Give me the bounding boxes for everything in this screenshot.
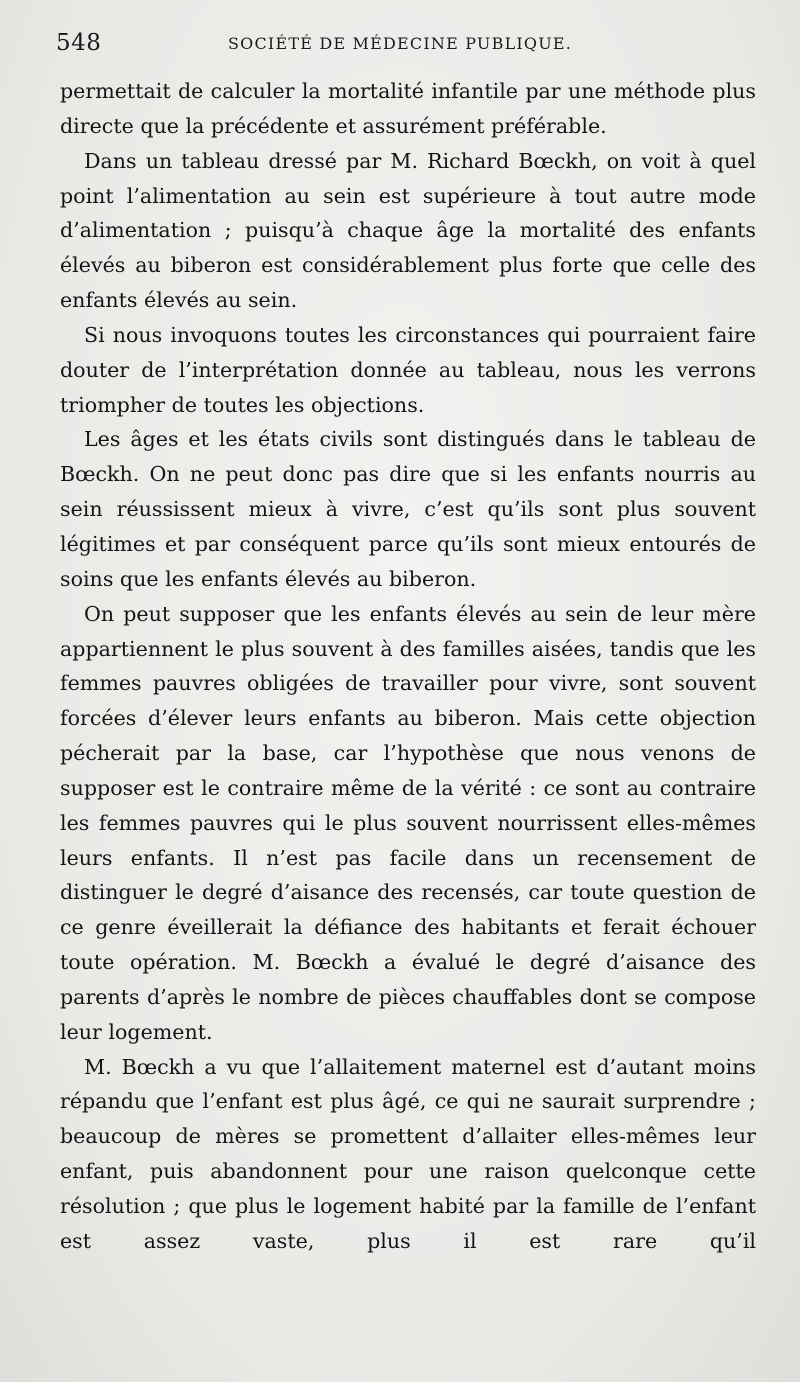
paragraph: Les âges et les états civils sont distingués dans le tableau de Bœckh. On ne peut donc pas dire que si les enfants nourris au sein réussissent mieux à vivre, c’est qu’ils sont plus souvent légitimes et par conséquent parce qu’ils sont mieux entourés de soins que les enfants élevés au biberon. (60, 427, 756, 591)
paragraph-continuation: permettait de calculer la mortalité infantile par une méthode plus directe que la précédente et assurément préférable. (60, 79, 756, 138)
paragraph: M. Bœckh a vu que l’allaitement maternel est d’autant moins répandu que l’enfant est plus âgé, ce qui ne saurait surprendre ; beaucoup de mères se promettent d’allaiter elles-mêmes leur enfant, puis abandonnent pour une raison quelconque cette résolution ; que plus le logement habité par la famille de l’enfant est assez vaste, plus il est rare qu’il (60, 1054, 756, 1253)
body-text (60, 74, 756, 1259)
paragraph: On peut supposer que les enfants élevés au sein de leur mère appartiennent le plus souvent à des familles aisées, tandis que les femmes pauvres obligées de travailler pour vivre, sont souvent forcées d’élever leurs enfants au biberon. Mais cette objection pécherait par la base, car l’hypothèse que nous venons de supposer est le contraire même de la vérité : ce sont au contraire les femmes pauvres qui le plus souvent nourrissent elles-mêmes leurs enfants. Il n’est pas facile dans un recensement de distinguer le degré d’aisance des recensés, car toute question de ce genre éveillerait la défiance des habitants et ferait échouer toute opération. M. Bœckh a évalué le degré d’aisance des parents d’après le nombre de pièces chauffables dont se compose leur logement. (60, 601, 756, 1044)
paragraph: Dans un tableau dressé par M. Richard Bœckh, on voit à quel point l’alimentation au sein est supérieure à tout autre mode d’alimentation ; puisqu’à chaque âge la mortalité des enfants élevés au biberon est considérablement plus forte que celle des enfants élevés au sein. (60, 148, 756, 313)
paragraph: Si nous invoquons toutes les circonstances qui pourraient faire douter de l’interprétation donnée au tableau, nous les verrons triompher de toutes les objections. (60, 322, 756, 417)
running-title: SOCIÉTÉ DE MÉDECINE PUBLIQUE. (228, 34, 573, 53)
page-header (56, 30, 756, 64)
page-number: 548 (56, 30, 102, 56)
